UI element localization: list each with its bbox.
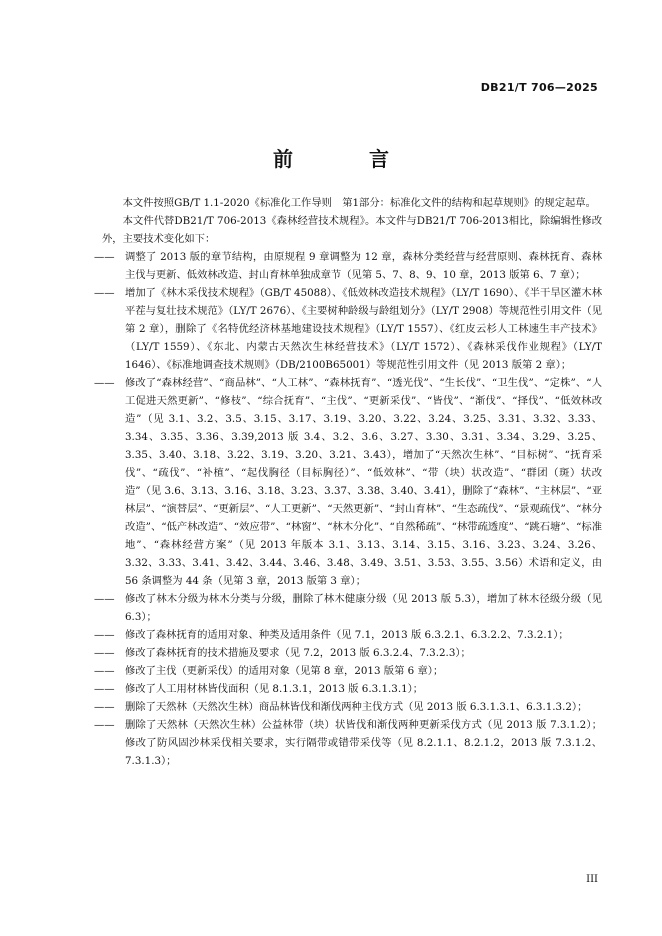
list-dash: —— <box>94 647 115 659</box>
page-title: 前 言 <box>273 147 417 171</box>
change-item <box>94 716 602 770</box>
change-item <box>94 374 602 590</box>
change-text: 修改了“森林经营”、“商品林”、“人工林”、“森林抚育”、“透光伐”、“生长伐”、“卫生伐”、“定株”、“人工促进天然更新”、“修枝”、“综合抚育”、“主伐”、“更新采伐”、“皆伐”、“渐伐”、“择伐”、“低效林改造”（见 3.1、3.2、3.5、3.15、3.17、3.19、3.20、3.22、3.24、3.25、3.31、3.32、3.33、3.34、3.35、3.36、3.39,2013 版 3.4、3.2、3.6、3.27、3.30、3.31、3.34、3.29、3.25、3.35、3.40、3.18、3.22、3.19、3.20、3.21、3.43），增加了“天然次生林”、“目标树”、“抚育采伐”、“疏伐”、“补植”、“起伐胸径（目标胸径）”、“低效林”、“带（块）状改造”、“群团（斑）状改造”（见 3.6、3.13、3.16、3.18、3.23、3.37、3.38、3.40、3.41），删除了“森林”、“主林层”、“亚林层”、“演替层”、“更新层”、“人工更新”、“天然更新”、“封山育林”、“生态疏伐”、“景观疏伐”、“林分改造”、“低产林改造”、“效应带”、“林窗”、“林木分化”、“自然稀疏”、“林带疏透度”、“跳石塘”、“标准地”、“森林经营方案”（见 2013 年版本 3.1、3.13、3.14、3.15、3.16、3.23、3.24、3.26、3.32、3.33、3.41、3.42、3.44、3.46、3.48、3.49、3.51、3.53、3.55、3.56）术语和定义，由 56 条调整为 44 条（见第 3 章，2013 版第 3 章）； <box>125 377 602 587</box>
document-body <box>94 194 602 770</box>
change-text: 增加了《林木采伐技术规程》（GB/T 45088）、《低效林改造技术规程》（LY/T 1690）、《半干旱区灌木林平茬与复壮技术规范》（LY/T 2676）、《主要树种龄级与龄组划分》（LY/T 2908）等规范性引用文件（见第 2 章），删除了《名特优经济林基地建设技术规程》（LY/T 1557）、《红皮云杉人工林速生丰产技术》（LY/T 1559）、《东北、内蒙古天然次生林经营技术》（LY/T 1572）、《森林采伐作业规程》（LY/T 1646）、《标准地调查技术规则》（DB/2100B65001）等规范性引用文件（见 2013 版第 2 章）； <box>125 287 602 371</box>
list-dash: —— <box>94 251 115 263</box>
document-code: DB21/T 706—2025 <box>480 81 598 94</box>
change-text: 修改了林木分级为林木分类与分级，删除了林木健康分级（见 2013 版 5.3），增加了林木径级分级（见 6.3）； <box>125 593 602 623</box>
list-dash: —— <box>94 665 115 677</box>
change-item <box>94 284 602 374</box>
list-dash: —— <box>94 683 115 695</box>
change-item <box>94 590 602 626</box>
list-dash: —— <box>94 629 115 641</box>
list-dash: —— <box>94 593 115 605</box>
change-text: 删除了天然林（天然次生林）商品林皆伐和渐伐两种主伐方式（见 2013 版 6.3.1.3.1、6.3.1.3.2）； <box>125 701 588 713</box>
replacement-paragraph: 本文件代替DB21/T 706-2013《森林经营技术规程》。本文件与DB21/T 706-2013相比，除编辑性修改外，主要技术变化如下： <box>102 215 602 245</box>
change-text: 修改了森林抚育的技术措施及要求（见 7.2，2013 版 6.3.2.4、7.3.2.3）； <box>125 647 471 659</box>
change-item <box>94 644 602 662</box>
change-text: 修改了主伐（更新采伐）的适用对象（见第 8 章，2013 版第 6 章）； <box>125 665 444 677</box>
change-text: 调整了 2013 版的章节结构，由原规程 9 章调整为 12 章，森林分类经营与经营原则、森林抚育、森林主伐与更新、低效林改造、封山育林单独成章节（见第 5、7、8、9、10 章，2013 版第 6、7 章）； <box>125 251 602 281</box>
list-dash: —— <box>94 287 115 299</box>
list-dash: —— <box>94 719 115 731</box>
change-text: 修改了人工用材林皆伐面积（见 8.1.3.1，2013 版 6.3.1.3.1）； <box>125 683 424 695</box>
change-item <box>94 698 602 716</box>
change-text: 删除了天然林（天然次生林）公益林带（块）状皆伐和渐伐两种更新采伐方式（见 2013 版 7.3.1.2）；修改了防风固沙林采伐相关要求，实行隔带或错带采伐等（见 8.2.1.1、8.2.1.2，2013 版 7.3.1.2、7.3.1.3）； <box>125 719 602 767</box>
intro-paragraph: 本文件按照GB/T 1.1-2020《标准化工作导则 第1部分：标准化文件的结构和起草规则》的规定起草。 <box>122 197 596 209</box>
change-item <box>94 626 602 644</box>
change-text: 修改了森林抚育的适用对象、种类及适用条件（见 7.1，2013 版 6.3.2.1、6.3.2.2、7.3.2.1）； <box>125 629 569 641</box>
change-item <box>94 680 602 698</box>
change-item <box>94 248 602 284</box>
list-dash: —— <box>94 377 115 389</box>
page-number: III <box>586 874 598 885</box>
list-dash: —— <box>94 701 115 713</box>
change-item <box>94 662 602 680</box>
